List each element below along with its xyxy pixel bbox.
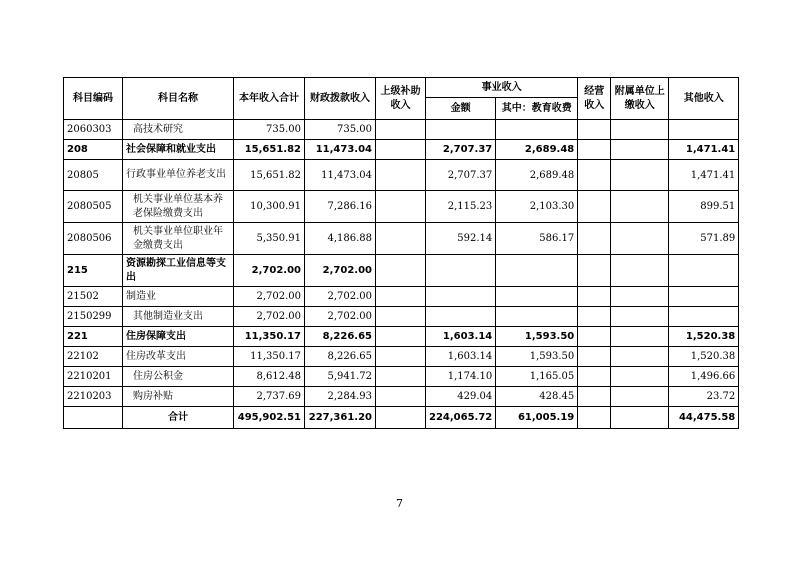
- table-row: [64, 255, 739, 287]
- cell-fiscal: 8,226.65: [305, 327, 376, 347]
- cell-affiliated: [611, 223, 669, 255]
- cell-other: 44,475.58: [669, 407, 739, 429]
- header-other: 其他收入: [669, 78, 739, 120]
- cell-operating: [578, 347, 611, 367]
- cell-edu: [496, 255, 578, 287]
- cell-amount: [426, 255, 496, 287]
- cell-amount: 1,603.14: [426, 347, 496, 367]
- cell-affiliated: [611, 367, 669, 387]
- cell-operating: [578, 191, 611, 223]
- cell-operating: [578, 367, 611, 387]
- table-row: [64, 367, 739, 387]
- cell-name: 高技术研究: [123, 120, 234, 140]
- cell-superior: [376, 367, 426, 387]
- cell-affiliated: [611, 347, 669, 367]
- cell-operating: [578, 160, 611, 191]
- table-row: [64, 140, 739, 160]
- cell-amount: 429.04: [426, 387, 496, 407]
- cell-operating: [578, 120, 611, 140]
- table-row: [64, 327, 739, 347]
- cell-fiscal: 5,941.72: [305, 367, 376, 387]
- cell-amount: 1,174.10: [426, 367, 496, 387]
- cell-affiliated: [611, 120, 669, 140]
- cell-edu: [496, 287, 578, 307]
- table-row: [64, 160, 739, 191]
- cell-amount: [426, 287, 496, 307]
- cell-name: 制造业: [123, 287, 234, 307]
- cell-edu: 2,689.48: [496, 160, 578, 191]
- cell-total: 2,737.69: [234, 387, 305, 407]
- cell-fiscal: 2,702.00: [305, 255, 376, 287]
- cell-other: 899.51: [669, 191, 739, 223]
- cell-other: 1,496.66: [669, 367, 739, 387]
- header-fiscal: 财政拨款收入: [305, 78, 376, 120]
- cell-other: [669, 307, 739, 327]
- cell-fiscal: 7,286.16: [305, 191, 376, 223]
- cell-name: 其他制造业支出: [123, 307, 234, 327]
- header-education-fee: 其中：教育收费: [496, 98, 578, 120]
- table-row: [64, 287, 739, 307]
- cell-code: 22102: [64, 347, 123, 367]
- cell-other: 571.89: [669, 223, 739, 255]
- cell-other: 1,471.41: [669, 160, 739, 191]
- cell-superior: [376, 327, 426, 347]
- cell-name: 住房公积金: [123, 367, 234, 387]
- cell-name: 购房补贴: [123, 387, 234, 407]
- cell-fiscal: 227,361.20: [305, 407, 376, 429]
- cell-other: 1,520.38: [669, 327, 739, 347]
- cell-name: 行政事业单位养老支出: [123, 160, 234, 191]
- header-business-income: 事业收入: [426, 78, 578, 98]
- table-row: [64, 223, 739, 255]
- cell-other: [669, 120, 739, 140]
- cell-code: 2150299: [64, 307, 123, 327]
- cell-operating: [578, 407, 611, 429]
- cell-code: 2210201: [64, 367, 123, 387]
- cell-total: 735.00: [234, 120, 305, 140]
- cell-operating: [578, 255, 611, 287]
- page-number: 7: [396, 497, 403, 510]
- cell-edu: 428.45: [496, 387, 578, 407]
- cell-operating: [578, 327, 611, 347]
- cell-edu: 1,593.50: [496, 347, 578, 367]
- table-row: [64, 407, 739, 429]
- cell-superior: [376, 407, 426, 429]
- cell-affiliated: [611, 140, 669, 160]
- cell-other: 1,471.41: [669, 140, 739, 160]
- table-row: [64, 347, 739, 367]
- cell-affiliated: [611, 307, 669, 327]
- cell-total: 5,350.91: [234, 223, 305, 255]
- cell-other: 23.72: [669, 387, 739, 407]
- cell-total: 11,350.17: [234, 327, 305, 347]
- cell-edu: 586.17: [496, 223, 578, 255]
- cell-amount: 1,603.14: [426, 327, 496, 347]
- cell-total: 15,651.82: [234, 140, 305, 160]
- cell-total: 495,902.51: [234, 407, 305, 429]
- cell-edu: 2,689.48: [496, 140, 578, 160]
- cell-other: 1,520.38: [669, 347, 739, 367]
- cell-operating: [578, 140, 611, 160]
- cell-superior: [376, 120, 426, 140]
- cell-affiliated: [611, 160, 669, 191]
- cell-amount: 592.14: [426, 223, 496, 255]
- cell-code: 2080506: [64, 223, 123, 255]
- cell-superior: [376, 255, 426, 287]
- cell-superior: [376, 140, 426, 160]
- table-row: [64, 307, 739, 327]
- cell-operating: [578, 223, 611, 255]
- header-operating: 经营收入: [578, 78, 611, 120]
- cell-edu: [496, 307, 578, 327]
- cell-edu: 61,005.19: [496, 407, 578, 429]
- cell-name: 住房保障支出: [123, 327, 234, 347]
- cell-total: 15,651.82: [234, 160, 305, 191]
- cell-superior: [376, 347, 426, 367]
- cell-superior: [376, 387, 426, 407]
- table-row: [64, 387, 739, 407]
- cell-code: 215: [64, 255, 123, 287]
- cell-fiscal: 2,702.00: [305, 307, 376, 327]
- cell-affiliated: [611, 407, 669, 429]
- cell-total: 8,612.48: [234, 367, 305, 387]
- cell-superior: [376, 287, 426, 307]
- cell-total: 2,702.00: [234, 307, 305, 327]
- cell-fiscal: 11,473.04: [305, 140, 376, 160]
- cell-name: 资源勘探工业信息等支出: [123, 255, 234, 287]
- cell-superior: [376, 191, 426, 223]
- cell-fiscal: 11,473.04: [305, 160, 376, 191]
- header-superior-subsidy: 上级补助收入: [376, 78, 426, 120]
- cell-code: 221: [64, 327, 123, 347]
- cell-edu: 2,103.30: [496, 191, 578, 223]
- cell-fiscal: 2,702.00: [305, 287, 376, 307]
- cell-affiliated: [611, 287, 669, 307]
- table-row: [64, 120, 739, 140]
- cell-affiliated: [611, 327, 669, 347]
- cell-affiliated: [611, 255, 669, 287]
- cell-name: 机关事业单位职业年金缴费支出: [123, 223, 234, 255]
- cell-code: 208: [64, 140, 123, 160]
- cell-amount: 224,065.72: [426, 407, 496, 429]
- cell-affiliated: [611, 387, 669, 407]
- header-affiliated: 附属单位上缴收入: [611, 78, 669, 120]
- cell-amount: 2,115.23: [426, 191, 496, 223]
- cell-amount: [426, 120, 496, 140]
- cell-total: 2,702.00: [234, 287, 305, 307]
- cell-name: 住房改革支出: [123, 347, 234, 367]
- cell-superior: [376, 307, 426, 327]
- cell-edu: 1,593.50: [496, 327, 578, 347]
- header-code: 科目编码: [64, 78, 123, 120]
- cell-name: 机关事业单位基本养老保险缴费支出: [123, 191, 234, 223]
- cell-fiscal: 4,186.88: [305, 223, 376, 255]
- cell-edu: 1,165.05: [496, 367, 578, 387]
- budget-table: [63, 77, 739, 429]
- cell-code: 2060303: [64, 120, 123, 140]
- table-row: [64, 191, 739, 223]
- cell-code: 21502: [64, 287, 123, 307]
- cell-total: 2,702.00: [234, 255, 305, 287]
- cell-total: 11,350.17: [234, 347, 305, 367]
- cell-amount: 2,707.37: [426, 140, 496, 160]
- cell-affiliated: [611, 191, 669, 223]
- cell-superior: [376, 223, 426, 255]
- cell-amount: 2,707.37: [426, 160, 496, 191]
- header-name: 科目名称: [123, 78, 234, 120]
- cell-name: 社会保障和就业支出: [123, 140, 234, 160]
- cell-code: [64, 407, 123, 429]
- cell-code: 2080505: [64, 191, 123, 223]
- cell-fiscal: 735.00: [305, 120, 376, 140]
- header-amount: 金额: [426, 98, 496, 120]
- cell-operating: [578, 287, 611, 307]
- cell-fiscal: 8,226.65: [305, 347, 376, 367]
- cell-name: 合计: [123, 407, 234, 429]
- cell-fiscal: 2,284.93: [305, 387, 376, 407]
- cell-operating: [578, 387, 611, 407]
- cell-superior: [376, 160, 426, 191]
- cell-other: [669, 287, 739, 307]
- cell-total: 10,300.91: [234, 191, 305, 223]
- header-total-income: 本年收入合计: [234, 78, 305, 120]
- cell-operating: [578, 307, 611, 327]
- cell-code: 2210203: [64, 387, 123, 407]
- cell-other: [669, 255, 739, 287]
- cell-amount: [426, 307, 496, 327]
- cell-code: 20805: [64, 160, 123, 191]
- cell-edu: [496, 120, 578, 140]
